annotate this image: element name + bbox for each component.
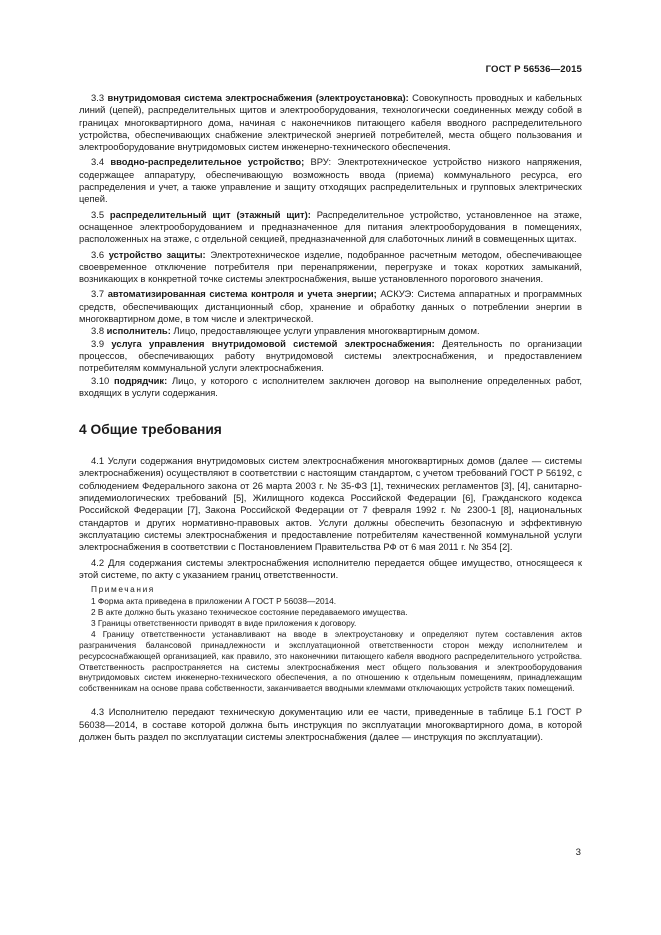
definition-text: Совокупность проводных и кабельных линий (цепей), распределительных щитов и электрооборудования, технологически соединенных между собой в границах многоквартирного дома, начиная с наконечников питающего кабеля вводного распределительного устройства, обеспечивающих снабжение электрической энергией потребителей, места общего пользования и электрооборудование внутридомовых систем инженерно-технического обеспечения. xyxy=(79,92,582,153)
definition-3-4 xyxy=(79,156,582,205)
note-2: 2 В акте должно быть указано техническое состояние передаваемого имущества. xyxy=(91,607,408,617)
term: услуга управления внутридомовой системой электроснабжения: xyxy=(111,337,435,349)
note-1: 1 Форма акта приведена в приложении А ГОСТ Р 56038—2014. xyxy=(91,596,337,607)
page-content xyxy=(79,92,582,743)
definition-text: Лицо, у которого с исполнителем заключен договор на выполнение определенных работ, входящих в услуги содержания. xyxy=(79,374,583,398)
definition-text: Распределительное устройство, установленное на этаже, оснащенное электрооборудованием и предназначенное для питания электрооборудования в помещениях, расположенных на этаже, с отдельной секцией, предназначенной для слаботочных линий в совмещенных щитах. xyxy=(79,208,583,245)
definition-3-5 xyxy=(79,209,582,246)
clause-number: 3.3 xyxy=(91,92,105,103)
definition-3-10 xyxy=(79,375,582,400)
clause-number: 3.6 xyxy=(91,248,105,260)
definition-3-9 xyxy=(79,338,582,375)
term: вводно-распределительное устройство; xyxy=(110,156,305,168)
definition-3-6 xyxy=(79,249,582,286)
definition-text: АСКУЭ: Система аппаратных и программных средств, обеспечивающих дистанционный сбор, хранение и обработку данных о потреблении энергии в многоквартирном доме, в том числе и электрической. xyxy=(79,288,582,325)
clause-number: 3.4 xyxy=(91,156,105,168)
clause-4-1: 4.1 Услуги содержания внутридомовых систем электроснабжения многоквартирных домов (далее — системы электроснабжения) осуществляют в соответствии с настоящим стандартом, с учетом требований ГОСТ Р 56192, с соблюдением Федерального закона от 26 марта 2003 г. № 35-ФЗ [1], технических регламентов [3], [4], санитарно-эпидемиологических требований [5], Жилищного кодекса Российской Федерации [6], Гражданского кодекса Российской Федерации [7], Закона Российской Федерации от 7 февраля 1992 г. № 2300-1 [8], национальных стандартов и других нормативно-правовых актов. Услуги должны обеспечить безопасную и эффективную эксплуатацию системы электроснабжения и предоставление потребителям качественной коммунальной услуги электроснабжения в соответствии с Постановлением Правительства РФ от 6 мая 2011 г. № 354 [2]. xyxy=(79,455,582,553)
clause-4-3: 4.3 Исполнителю передают техническую документацию или ее части, приведенные в таблице Б.1 ГОСТ Р 56038—2014, в составе которой должна быть инструкция по эксплуатации многоквартирного дома, в которой должен быть раздел по эксплуатации системы электроснабжения (далее — инструкция по эксплуатации). xyxy=(79,706,582,742)
section-heading: 4 Общие требования xyxy=(79,422,222,438)
term: внутридомовая система электроснабжения (электроустановка): xyxy=(107,92,409,103)
definition-text: ВРУ: Электротехническое устройство низкого напряжения, содержащее аппаратуру, обеспечивающую возможность ввода (приема) коммунального ресурса, его распределения и учет, а также управление и защиту отходящих распределительных и групповых электрических цепей. xyxy=(79,156,583,205)
clause-number: 3.10 xyxy=(91,374,110,386)
term: распределительный щит (этажный щит): xyxy=(109,208,311,220)
term: подрядчик: xyxy=(113,374,168,386)
clause-number: 3.8 xyxy=(91,325,105,337)
term: исполнитель: xyxy=(106,325,171,337)
term: устройство защиты: xyxy=(108,248,206,260)
note-4: 4 Границу ответственности устанавливают на вводе в электроустановку и определяют путем составления актов разграничения балансовой принадлежности и эксплуатационной ответственности сторон между исполнителем и ресурсоснабжающей организацией, как правило, это наконечники питающего кабеля вводного распределительного устройства. Ответственность распространяется на системы электроснабжения мест общего пользования и электрооборудования внутридомовых систем инженерно-технического обеспечения, а по отношению к отдельным помещениям, принадлежащим собственникам на основе права собственности, заканчивается вводными клеммами отключающих устройств таких помещений. xyxy=(79,628,582,694)
definition-text: Электротехническое изделие, подобранное расчетным методом, обеспечивающее своевременное отключение потребителя при перенапряжении, перегрузке и токах коротких замыканий, возникающих в конкретной точке системы электроснабжения, выше установленного порогового значения. xyxy=(79,248,583,285)
definition-3-3 xyxy=(79,92,582,153)
clause-number: 3.9 xyxy=(91,337,105,349)
definition-text: Деятельность по организации процессов, обеспечивающих работу внутридомовой системы электроснабжения, и предоставлением потребителям коммунальной услуги электроснабжения. xyxy=(79,337,582,374)
notes-title: Примечания xyxy=(91,584,155,595)
clause-number: 3.5 xyxy=(91,208,105,220)
definition-3-7 xyxy=(79,288,582,325)
page-header: ГОСТ Р 56536—2015 xyxy=(485,64,582,75)
term: автоматизированная система контроля и учета энергии; xyxy=(107,288,377,300)
clause-4-2: 4.2 Для содержания системы электроснабжения исполнителю передается общее имущество, относящееся к этой системе, по акту с указанием границ ответственности. xyxy=(79,556,582,580)
note-3: 3 Границы ответственности приводят в виде приложения к договору. xyxy=(91,617,357,628)
page-number: 3 xyxy=(575,847,581,858)
definition-text: Лицо, предоставляющее услуги управления многоквартирным домом. xyxy=(170,325,480,337)
clause-number: 3.7 xyxy=(91,288,105,300)
definition-3-8 xyxy=(79,325,582,337)
